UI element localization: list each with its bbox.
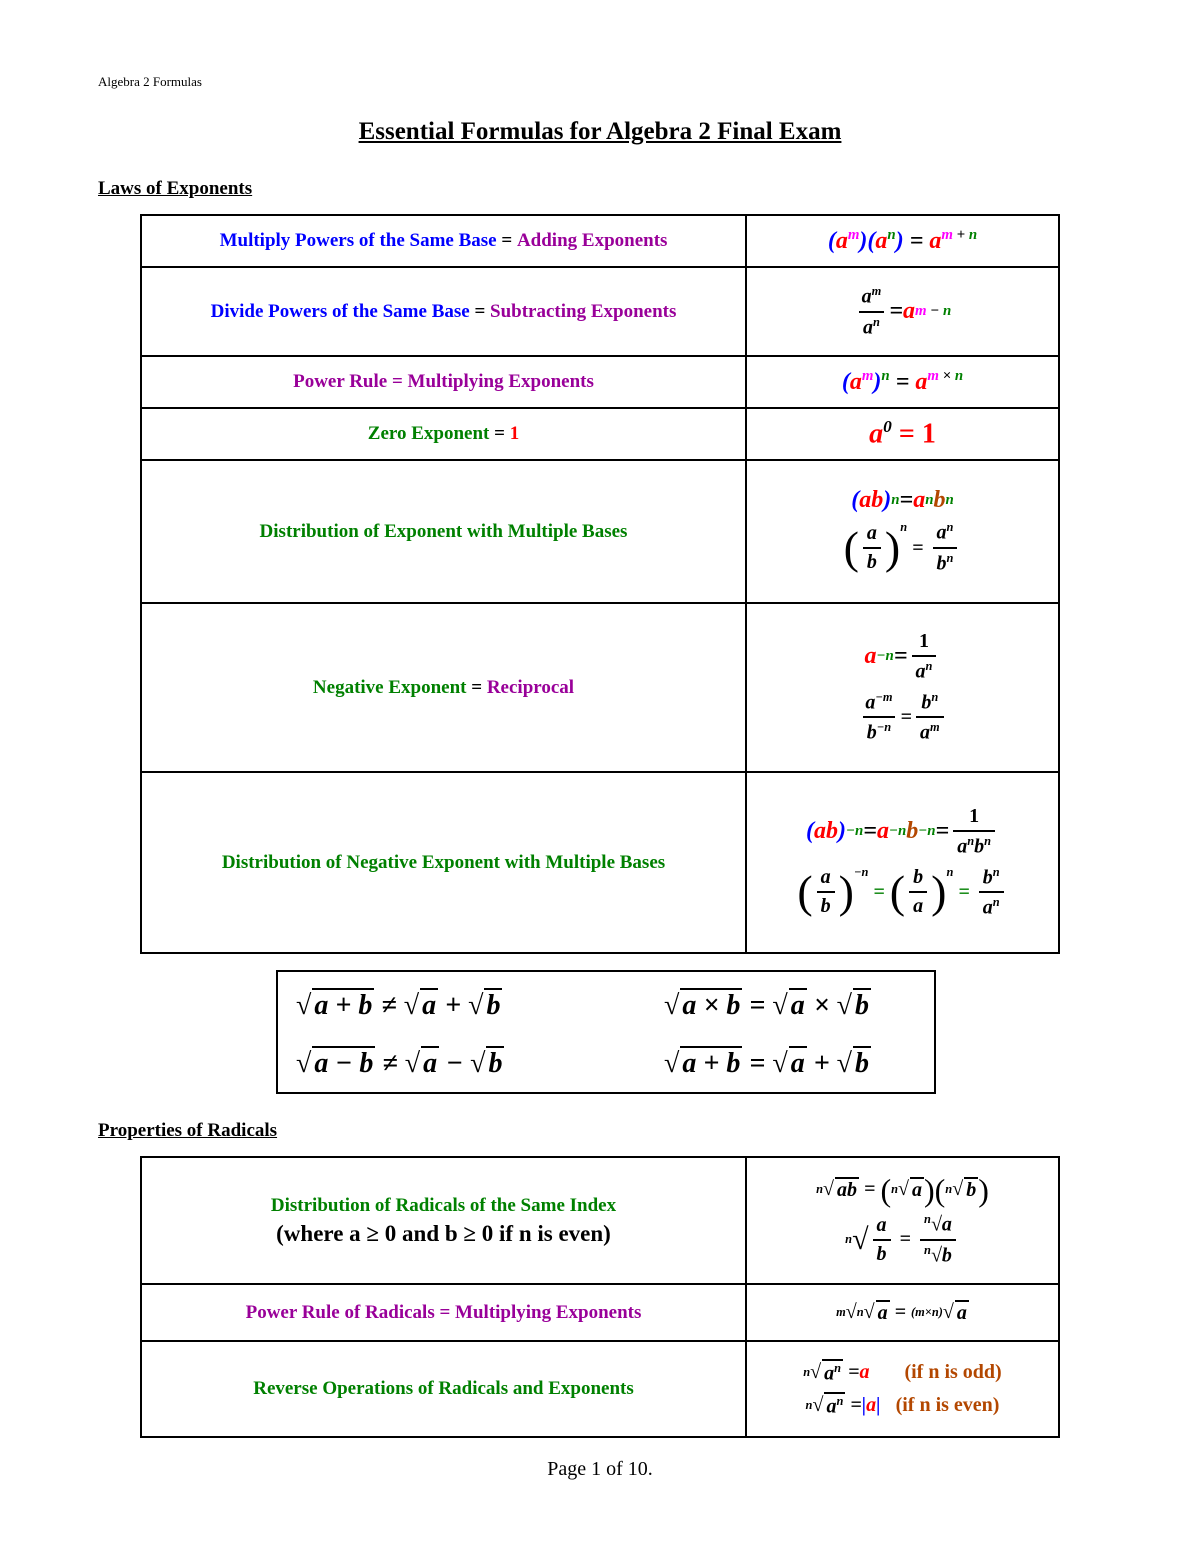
- formula-divide-powers: $\frac{a^m}{a^n}$ = a m − n: [747, 268, 1058, 355]
- page-title: Essential Formulas for Algebra 2 Final Exam: [358, 118, 842, 145]
- rule-power-rule: Power Rule = Multiplying Exponents: [293, 371, 594, 392]
- radical-rule-sum: √ a + b = √ a + √ b: [664, 1048, 870, 1079]
- rule-negative-exponent: Negative Exponent = Reciprocal: [312, 676, 575, 698]
- note-odd: (if n is odd): [904, 1361, 1002, 1384]
- section-heading-exponents: Laws of Exponents: [98, 178, 253, 199]
- rule-result: Adding Exponents: [516, 230, 668, 251]
- page-footer: Page 1 of 10.: [547, 1458, 653, 1480]
- formula-reverse-operations: n √ $a^n$ = a (if n is odd) n √ $a^n$ = | a | (if n is even): [803, 1361, 1002, 1418]
- rule-multiply-powers: Multiply Powers of the Same Base = Adding Exponents: [219, 230, 668, 251]
- rule-divide-powers: Divide Powers of the Same Base = Subtracting Exponents: [210, 300, 677, 322]
- formula-negative-exponent: a −n = $\frac{1}{a^n}$ $\frac{a^{-m}}{b^{-n}}$ = $\frac{b^n}{a^m}$: [747, 604, 1058, 771]
- note-even: (if n is even): [895, 1393, 1000, 1416]
- formula-multiply-powers: $(a^m)(a^n) = a^{m + n}$: [827, 227, 978, 254]
- radical-rule-difference-not-equal: √ a − b ≠ √ a − √ b: [296, 1048, 503, 1079]
- section-heading-radicals: Properties of Radicals: [98, 1120, 278, 1141]
- radical-rule-product: √ a × b = √ a × √ b: [664, 990, 870, 1021]
- formula-distribution-negative-exponent: ( ab ) −n = a −n b −n = $\frac{1}{a^nb^n}$ ( $\frac{a}{b}$ ) $^{-n}$ = ( $\frac{b}{a}$ ) $^n$ = $\frac{b^n}{a^n}$: [747, 773, 1058, 952]
- rule-distribution-exponent: Distribution of Exponent with Multiple Bases: [259, 520, 628, 542]
- rule-name: Multiply Powers of the Same Base: [219, 230, 497, 251]
- formula-distribution-radicals: n √ ab = ( n √ a )( n √ b ) n √ $\frac{a}{b}$ = $\frac{^n√a}{^n√b}$: [816, 1171, 989, 1267]
- rule-distribution-negative-exponent: Distribution of Negative Exponent with Multiple Bases: [221, 851, 666, 873]
- formula-distribution-exponent: ( ab ) n = a n b n ( $\frac{a}{b}$ ) $^n$ = $\frac{a^n}{b^n}$: [747, 461, 1058, 602]
- rule-zero-exponent: Zero Exponent = 1: [367, 423, 520, 444]
- formula-zero-exponent: $a^0 = 1$: [869, 417, 936, 450]
- formula-power-rule-radicals: m √ n √ a = (m×n) √ a: [836, 1301, 967, 1324]
- running-header: Algebra 2 Formulas: [98, 74, 202, 89]
- rule-power-rule-radicals: Power Rule of Radicals = Multiplying Exponents: [245, 1301, 642, 1323]
- rule-distribution-radicals: Distribution of Radicals of the Same Index (where a ≥ 0 and b ≥ 0 if n is even): [270, 1194, 617, 1246]
- formula-power-rule: $(a^m)^n = a^{m \times n}$: [841, 368, 964, 395]
- radical-rule-sum-not-equal: √ a + b ≠ √ a + √ b: [296, 990, 501, 1021]
- rule-reverse-operations: Reverse Operations of Radicals and Exponents: [253, 1378, 634, 1399]
